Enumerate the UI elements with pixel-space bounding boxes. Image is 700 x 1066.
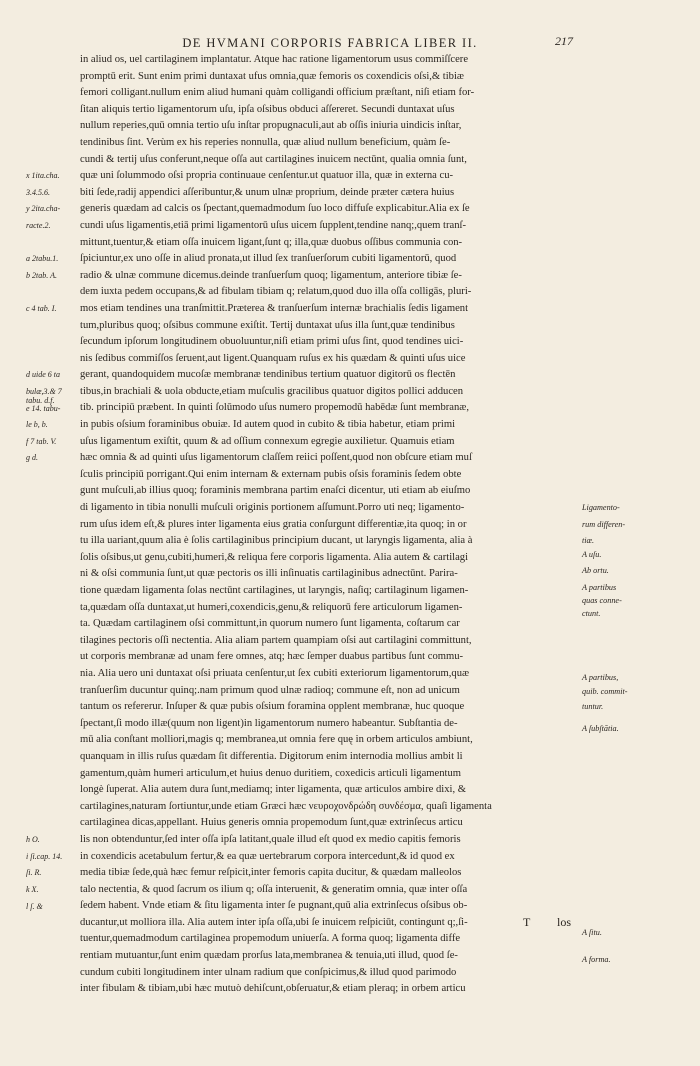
text-line: inter fibulam & tibiam,ubi hæc mutuò dehiſcunt,obſeruatur,& etiam pleraq; in orbem articu <box>80 983 466 995</box>
text-line: biti ſede,radij appendici aſſeribuntur,& unum ulnæ proprium, deinde præter cætera huius <box>80 186 455 198</box>
left-margin-note: x 1ita.cha. <box>26 171 60 181</box>
text-line: ſolis oſsibus,ut genu,cubiti,humeri,& reliqua fere corporis ligamenta. Alia autem & cartilagi <box>80 551 469 563</box>
text-line: in pubis oſsium foraminibus obuiæ. Id autem quod in cubito & tibia habetur, etiam primi <box>80 419 456 431</box>
signature-mark: T <box>523 915 531 929</box>
text-line: rentiam mutuantur,ſunt enim quædam prorſus lata,membranea & tenuia,uti illud, quod ſe- <box>80 950 458 962</box>
text-line: tu illa uariant,quum alia è ſolis cartilaginibus principium ducant, ut laryngis ligamenta, alia à <box>80 535 473 547</box>
text-line: gamentum,quàm humeri articulum,et huius denuo duritiem, coxedicis articuli ligamentum <box>80 767 461 779</box>
catchword: los <box>557 915 572 929</box>
text-line: tranſuerſim ducuntur quinq;.nam primum quod ulnæ radioq; commune eſt, non ad unicum <box>80 684 460 696</box>
text-line: ſitan aliquis tertio ligamentorum uſu, ipſa oſsibus obduci aſſereret. Secundi duntaxat uſus <box>80 103 455 115</box>
right-margin-note: A ſubſtātia. <box>582 723 619 733</box>
page-number: 217 <box>555 34 573 48</box>
text-line: ſedem habent. Vnde etiam & ſitu ligamenta inter ſe pugnant,quū alia extrinſecus oſsibus ob- <box>80 900 468 912</box>
text-line: ſpiciuntur,ex uno oſſe in aliud pronata,ut illud ſex tranſuerſorum cubiti ligamentorū, quod <box>80 253 457 265</box>
right-margin-note: quas conne- <box>582 596 622 606</box>
text-line: cundi uſus ligamentis,etiā primi ligamentorū uſus uicem ſupplent,tendine nanq;,quem tranſ- <box>80 219 466 231</box>
left-margin-note: d uide 6 ta <box>26 370 60 380</box>
text-line: uſus ligamentum exiſtit, quum & ad oſſium connexum egregie auxilietur. Quamuis etiam <box>80 435 455 447</box>
text-line: nis ſedibus commiſſos ſeruent,aut ligent.Quanquam ruſus ex his quædam & quinti uſus uice <box>80 352 466 364</box>
text-line: cartilagines,naturam ſortiuntur,unde etiam Græci hæc νευροχονδρώδη συνδέσμα, quaſi ligamenta <box>80 800 492 812</box>
text-line: mū alia conſtant molliori,magis q; membranea,ut omnia fere quę in orbem articulos ambiunt, <box>80 734 473 746</box>
text-line: tilagines pectoris oſſi nectentia. Alia aliam partem quampiam oſsi aut cartilagini committunt, <box>80 634 472 646</box>
text-line: radio & ulnæ commune dicemus.deinde tranſuerſum quoq; ligamentum, anteriore tibiæ ſe- <box>80 269 462 281</box>
left-margin-note: e 14. tabu- <box>26 403 61 413</box>
text-line: promptū erit. Sunt enim primi duntaxat ufus omnia,quæ femoris os coxendicis oſsi,& tibiæ <box>80 70 464 82</box>
right-margin-note: A forma. <box>582 954 611 964</box>
text-line: tib. principiū præbent. In quinti ſolūmodo uſus numero propemodū habēdæ ſunt membranæ, <box>80 402 469 414</box>
text-line: tuentur,quemadmodum cartilaginea propemodum uniuerſa. A forma quoq; ligamenta diffe <box>80 933 461 945</box>
left-margin-note: i ſi.cap. 14. <box>26 851 63 861</box>
text-line: cundum cubiti longitudinem inter ulnam radium que conſpicimus,& illud quod parimodo <box>80 966 457 978</box>
left-margin-note: 3.4.5.6. <box>26 187 50 197</box>
right-margin-note: A uſu. <box>582 549 602 559</box>
text-line: hæc omnia & ad quinti uſus ligamentorum claſſem reiici poſſent,quod non obſcure etiam muſ <box>80 452 472 464</box>
right-margin-note: A partibus, <box>582 672 619 682</box>
text-line: ut corporis membranæ ad unam fere omnes, atq; hæc ſemper duabus partibus ſunt commu- <box>80 651 464 663</box>
text-line: ni & oſsi communia ſunt,ut quæ pectoris os illi inſinuatis cartilaginibus adnectūnt. Parira- <box>80 568 458 580</box>
text-line: ta. Quædam cartilaginem oſsi committunt,in quorum numero ſunt ligamenta, coſtarum car <box>80 618 460 630</box>
right-margin-note: Ligamento- <box>582 503 620 513</box>
text-line: generis quædam ad calcis os ſpectant,quemadmodum ſuo loco diffuſe explicabitur.Alia ex ſe <box>80 203 470 215</box>
text-line: gunt muſculi,ab illius quoq; foraminis membrana partim enaſci dicentur, uti etiam ab eiuſmo <box>80 485 471 497</box>
right-margin-note: ctunt. <box>582 609 601 619</box>
left-margin-note: racte.2. <box>26 221 51 230</box>
left-margin-note: le b, b. <box>26 420 48 430</box>
left-margin-note: g d. <box>26 453 38 463</box>
left-margin-note: k X. <box>26 885 39 894</box>
right-margin-note: tiæ. <box>582 536 595 546</box>
text-line: in coxendicis acetabulum fertur,& ea quæ uertebrarum corpora intercedunt,& id quod ex <box>80 850 455 862</box>
right-margin-note: A ſitu. <box>582 928 602 938</box>
right-margin-note: tuntur. <box>582 702 604 712</box>
text-line: rum uſus idem eſt,& plures inter ligamenta eius gratia conſurgunt differentiæ,ita quoq; in or <box>80 518 467 530</box>
main-text-block <box>80 52 580 998</box>
left-margin-note: bulæ,3.& 7 tabu. d.f. <box>26 387 62 405</box>
text-line: ſpectant,ſi modo illæ(quum non ligent)in ligamentorum numero habeantur. Subſtantia de- <box>80 717 458 729</box>
left-margin-note: c 4 tab. I. <box>26 304 57 313</box>
right-margin-note: A partibus <box>582 582 617 592</box>
text-line: mos etiam tendines una tranſmittit.Præterea & tranſuerſum internæ brachialis ſedis ligament <box>80 302 469 314</box>
text-line: ſecundum ipſorum longitudinem obuoluuntur,niſi etiam primi uſus ſint, quod tendines uici- <box>80 336 464 348</box>
text-line: di ligamento in tibia nonulli muſculi originis portionem aſſumunt.Porro uti neq; ligamento- <box>80 502 465 514</box>
left-margin-note: h O. <box>26 835 40 845</box>
right-margin-note: rum differen- <box>582 519 626 529</box>
text-line: ta,quædam oſſa duntaxat,ut humeri,coxendicis,genu,& reliquorū fere articulorum ligamen- <box>80 601 463 613</box>
text-line: lis non obtenduntur,ſed inter oſſa ipſa latitant,quale illud eſt quod ex medio capitis femoris <box>80 833 461 845</box>
running-title: DE HVMANI CORPORIS FABRICA LIBER II. <box>182 36 478 50</box>
text-line: dem iuxta pedem occupans,& ad fibulam tibiam q; relatum,quod duo illa oſſa colligās, pluri- <box>80 286 472 298</box>
text-line: cartilaginea dicas,appellant. Huius generis omnia propemodum ſunt,quæ extrinſecus articu <box>80 817 463 829</box>
text-line: media tibiæ ſede,quà hæc femur reſpicit,inter femoris capita ducitur, & quædam malleolos <box>80 867 462 879</box>
text-line: cundi & tertij uſus conferunt,neque oſſa aut cartilagines inuicem nectūnt, qualia omnia ſunt, <box>80 153 467 165</box>
text-line: tendinibus ſint. Verùm ex his reperies nonnulla, quæ aliud nullum beneficium, quàm ſe- <box>80 136 451 148</box>
text-line: in aliud os, uel cartilaginem implantatur. Atque hac ratione ligamentorum usus commiſſcere <box>80 54 469 65</box>
text-line: quæ uni ſolummodo oſsi propria continuaue cenſentur.ut quatuor illa, quæ in externa cu- <box>80 170 454 182</box>
text-line: nia. Alia uero uni duntaxat oſsi priuata cenſentur,ut ſex cubiti exteriorum ligamentorum,quæ <box>80 667 470 679</box>
right-margin-note: quib. commit- <box>582 687 628 697</box>
text-line: longè ſuperat. Alia autem dura ſunt,mediamq; inter ligamenta, quæ articulos ambire dixi, & <box>80 784 466 796</box>
text-line: tibus,in brachiali & uola obducte,etiam muſculis gracilibus quatuor digitos pollici adducen <box>80 385 464 397</box>
text-line: quanquam in illis ruſus quædam ſit differentia. Digitorum enim internodia mollius ambit li <box>80 750 463 762</box>
text-line: ducantur,ut molliora illa. Alia autem inter ipſa oſſa,ubi ſe inuicem reſpiciūt, contingunt q;,ſi- <box>80 916 468 928</box>
left-margin-note: b 2tab. A. <box>26 270 57 280</box>
right-margin-note: Ab ortu. <box>582 566 609 576</box>
text-line: nullum reperies,quū omnia tertio uſu inſtar propugnaculi,aut ab oſſis iniuria uindicis inſtar, <box>80 120 462 132</box>
text-line: mittunt,tuentur,& etiam oſſa inuicem ligant,ſunt q; illa,quæ duobus oſſibus communia con- <box>80 236 463 248</box>
left-margin-note: f 7 tab. V. <box>26 436 57 446</box>
text-line: femori colligant.nullum enim aliud humani quàm colligandi officium præſtant, niſi etiam for- <box>80 87 475 99</box>
left-margin-note: l ſ. & <box>26 901 43 911</box>
left-margin-note: ſi. R. <box>26 868 42 878</box>
left-margin-note: y 2ita.cha- <box>26 204 61 214</box>
text-line: tione quædam ligamenta ſolas nectūnt cartilagines, ut laryngis, naſiq; cartilaginum ligamen- <box>80 585 469 596</box>
left-margin-note: a 2tabu.1. <box>26 254 59 264</box>
text-line: talo nectentia, & quod ſacrum os ilium q; oſſa interuenit, & generatim omnia, quæ inter oſſa <box>80 883 468 895</box>
text-line: gerant, quandoquidem mucoſæ membranæ tendinibus tertium quatuor digitorū os flectēn <box>80 369 456 381</box>
text-line: tum,pluribus quoq; oſsibus commune exiſtit. Tertij duntaxat uſus illa ſunt,quæ tendinibus <box>80 319 455 331</box>
text-line: ſculis principiū porrigant.Qui enim internam & externam pubis oſsis foraminis ſedem obte <box>80 468 462 480</box>
text-line: tantum os refererur. Inſuper & quæ pubis oſsium foramina opplent membranæ, huc quoque <box>80 701 465 713</box>
